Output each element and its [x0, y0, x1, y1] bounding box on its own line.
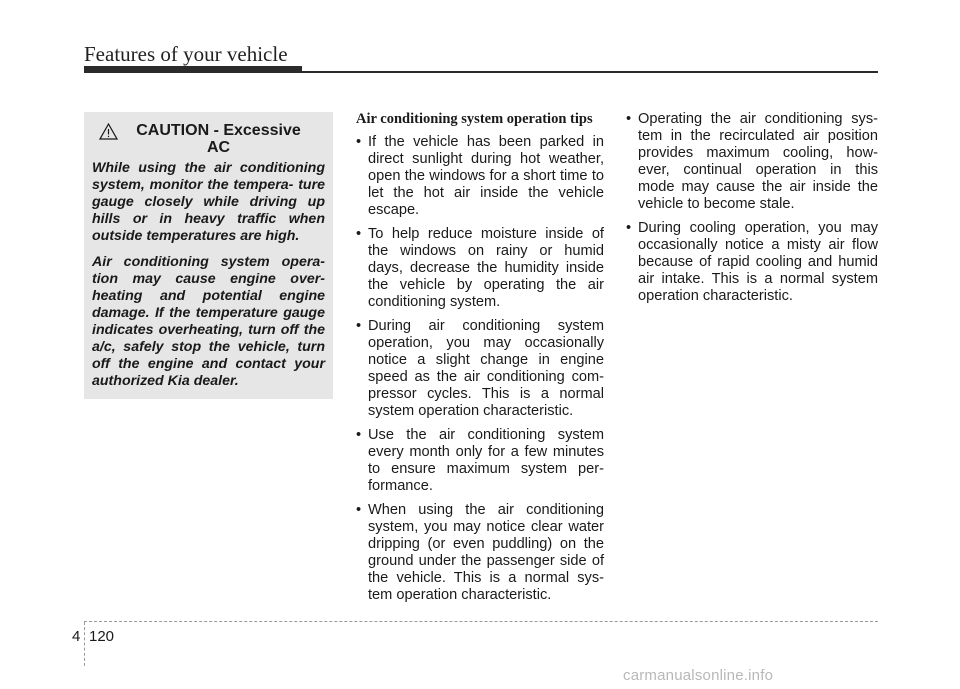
caution-paragraph: While using the air conditioning system, monitor the tempera- ture gauge closely while driving up hills or in heavy traffic when outside temperatures are high.	[92, 160, 325, 244]
caution-title-line1: CAUTION - Excessive	[136, 122, 301, 139]
page-number: 120	[89, 628, 115, 645]
tips-column-right	[626, 111, 878, 312]
tip-item: • Use the air conditioning system every month only for a few minutes to ensure maximum system per- formance.	[356, 427, 604, 495]
tip-item: • To help reduce moisture inside of the windows on rainy or humid days, decrease the humidity inside the vehicle by operating the air conditioning system.	[356, 226, 604, 311]
section-heading: Air conditioning system operation tips	[356, 111, 593, 127]
caution-header	[92, 122, 325, 160]
tips-list	[356, 134, 604, 604]
tip-item: • During air conditioning system operation, you may occasionally notice a slight change in engine speed as the air conditioning com- pressor cycles. This is a normal system operation characteristic.	[356, 318, 604, 420]
footer-rule-vertical	[84, 622, 85, 666]
tips-column-left	[356, 111, 604, 611]
chapter-number: 4	[72, 628, 81, 645]
caution-box	[84, 112, 333, 399]
footer-rule	[84, 621, 878, 622]
header-rule	[84, 71, 878, 73]
caution-title-line2: AC	[206, 139, 231, 156]
tips-list-continued	[626, 111, 878, 305]
tip-item: • Operating the air conditioning sys- tem in the recirculated air position provides maximum cooling, how- ever, continual operation in this mode may cause the air inside the vehicle to become stale.	[626, 111, 878, 213]
page-header-title: Features of your vehicle	[84, 42, 288, 66]
caution-paragraph: Air conditioning system opera- tion may cause engine over- heating and potential engine damage. If the temperature gauge indicates overheating, turn off the a/c, safely stop the vehicle, turn off the engine and contact your authorized Kia dealer.	[92, 254, 325, 389]
tip-item: • When using the air conditioning system, you may notice clear water dripping (or even puddling) on the ground under the passenger side of the vehicle. This is a normal sys- tem operation characteristic.	[356, 502, 604, 604]
tip-item: • If the vehicle has been parked in direct sunlight during hot weather, open the windows for a short time to let the hot air inside the vehicle escape.	[356, 134, 604, 219]
tip-item: • During cooling operation, you may occasionally notice a misty air flow because of rapid cooling and humid air intake. This is a normal system operation characteristic.	[626, 220, 878, 305]
caution-title	[92, 122, 325, 156]
watermark-text: carmanualsonline.info	[623, 667, 774, 684]
